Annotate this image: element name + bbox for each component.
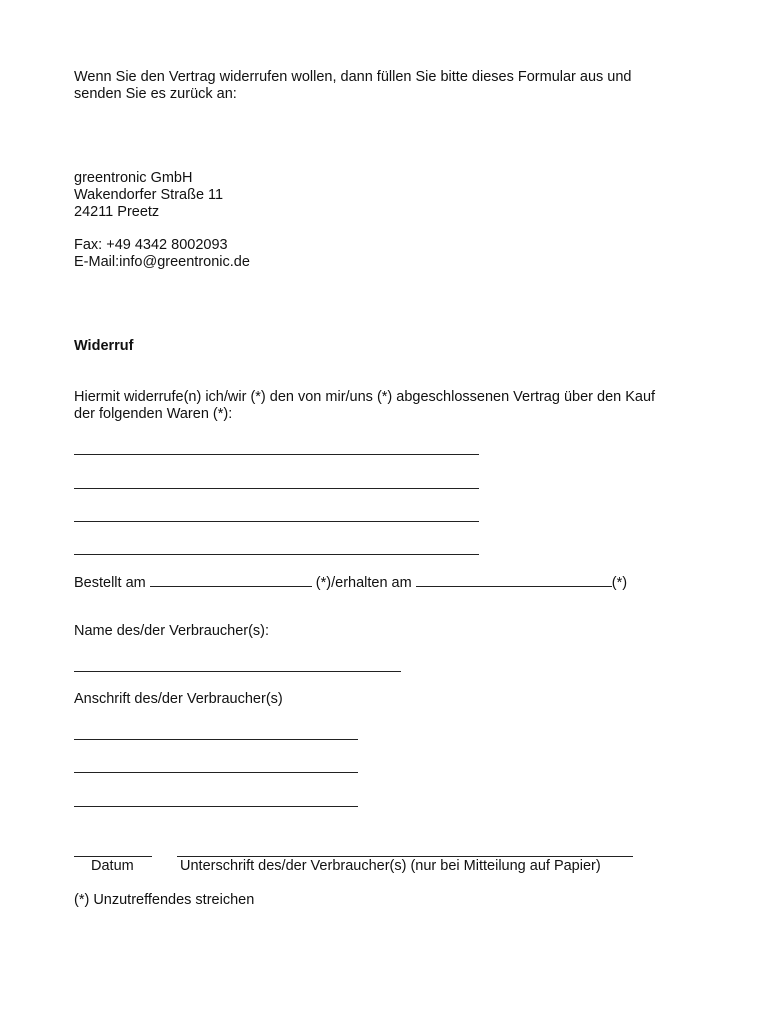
company-fax: Fax: +49 4342 8002093 xyxy=(74,237,228,253)
received-suffix: (*) xyxy=(611,575,628,591)
goods-line-3[interactable] xyxy=(74,521,479,522)
consumer-name-label: Name des/der Verbraucher(s): xyxy=(74,623,270,639)
footnote: (*) Unzutreffendes streichen xyxy=(74,892,255,908)
signature-line[interactable] xyxy=(177,856,633,857)
consumer-name-line[interactable] xyxy=(74,671,401,672)
consumer-address-line-1[interactable] xyxy=(74,739,358,740)
goods-line-1[interactable] xyxy=(74,454,479,455)
signature-label: Unterschrift des/der Verbraucher(s) (nur bei Mitteilung auf Papier) xyxy=(180,858,601,874)
ordered-date-field[interactable] xyxy=(150,573,312,587)
ordered-label: Bestellt am xyxy=(74,575,146,591)
intro-line-1: Wenn Sie den Vertrag widerrufen wollen, dann füllen Sie bitte dieses Formular aus und xyxy=(74,69,632,85)
goods-line-2[interactable] xyxy=(74,488,479,489)
goods-line-4[interactable] xyxy=(74,554,479,555)
consumer-address-line-3[interactable] xyxy=(74,806,358,807)
consumer-address-line-2[interactable] xyxy=(74,772,358,773)
received-date-field[interactable] xyxy=(416,573,612,587)
company-street: Wakendorfer Straße 11 xyxy=(74,187,224,203)
date-label: Datum xyxy=(91,858,134,874)
order-row xyxy=(74,573,627,592)
statement-line-2: der folgenden Waren (*): xyxy=(74,406,233,422)
date-line[interactable] xyxy=(74,856,152,857)
consumer-address-label: Anschrift des/der Verbraucher(s) xyxy=(74,691,283,707)
company-name: greentronic GmbH xyxy=(74,170,193,186)
intro-line-2: senden Sie es zurück an: xyxy=(74,86,237,102)
received-label: (*)/erhalten am xyxy=(315,575,412,591)
company-email: E-Mail:info@greentronic.de xyxy=(74,254,250,270)
statement-line-1: Hiermit widerrufe(n) ich/wir (*) den von mir/uns (*) abgeschlossenen Vertrag über den Kauf xyxy=(74,389,656,405)
form-heading: Widerruf xyxy=(74,338,134,354)
company-city: 24211 Preetz xyxy=(74,204,160,220)
